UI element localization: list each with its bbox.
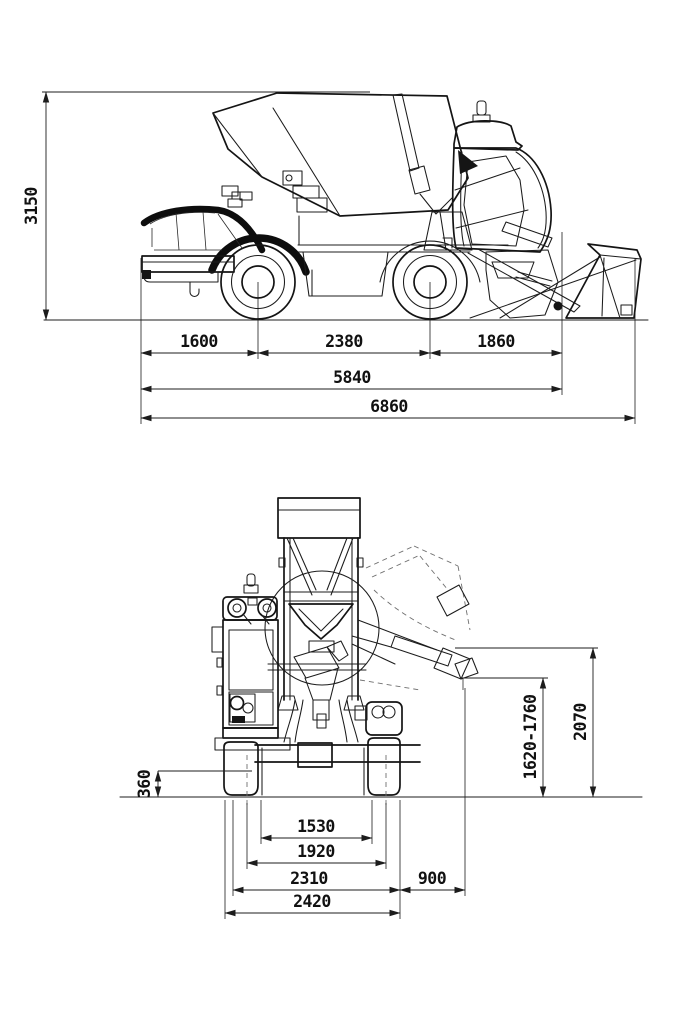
arm-roller — [554, 302, 563, 311]
front-wheel-arch — [380, 241, 480, 282]
cab-interior — [458, 150, 478, 174]
beacon-light — [477, 101, 486, 115]
dim-label-overall-width: 2420 — [293, 892, 331, 911]
left-tire-front — [224, 742, 262, 805]
dim-label-bucket-offset: 900 — [417, 869, 447, 888]
tow-hook — [190, 282, 199, 297]
frame-front — [268, 538, 366, 710]
dim-label-body-width: 2310 — [290, 869, 328, 888]
loading-bucket-front — [352, 546, 478, 690]
mixer-drum-side — [213, 93, 472, 250]
loading-arm-side — [468, 222, 636, 318]
front-view-dimensions — [135, 648, 598, 919]
side-view-drawing — [22, 92, 648, 424]
mirror — [212, 627, 223, 652]
dim-label-bucket-pivot-height: 2070 — [571, 703, 590, 741]
engine-hood — [142, 192, 306, 297]
dim-label-discharge-height: 1620-1760 — [521, 694, 540, 780]
dim-label-front-overhang: 1860 — [477, 332, 515, 351]
dim-label-overall-length: 6860 — [370, 397, 408, 416]
side-view-dimensions — [22, 92, 635, 424]
right-tire-front — [355, 702, 402, 805]
hub-motor-box — [366, 702, 402, 735]
dim-label-body-length: 5840 — [333, 368, 371, 387]
dim-label-inner-track: 1530 — [297, 817, 335, 836]
cab-roof — [454, 121, 522, 150]
fuel-tank-step — [303, 252, 388, 296]
front-body-panel — [486, 250, 558, 318]
dim-label-wheelbase: 2380 — [325, 332, 363, 351]
rear-bumper — [142, 256, 234, 297]
cab-chassis-plate — [215, 738, 290, 750]
mixer-drum-front — [265, 571, 379, 685]
dim-label-rear-overhang: 1600 — [180, 332, 218, 351]
beacon-light-front — [247, 574, 255, 586]
discharge-chute-front — [289, 604, 353, 700]
cab-front — [212, 574, 290, 750]
crossbeam — [284, 592, 358, 601]
dim-label-ground-clearance: 360 — [135, 769, 154, 799]
dim-label-overall-height: 3150 — [22, 187, 41, 225]
dim-label-track-width: 1920 — [297, 842, 335, 861]
front-view-drawing — [120, 498, 642, 919]
